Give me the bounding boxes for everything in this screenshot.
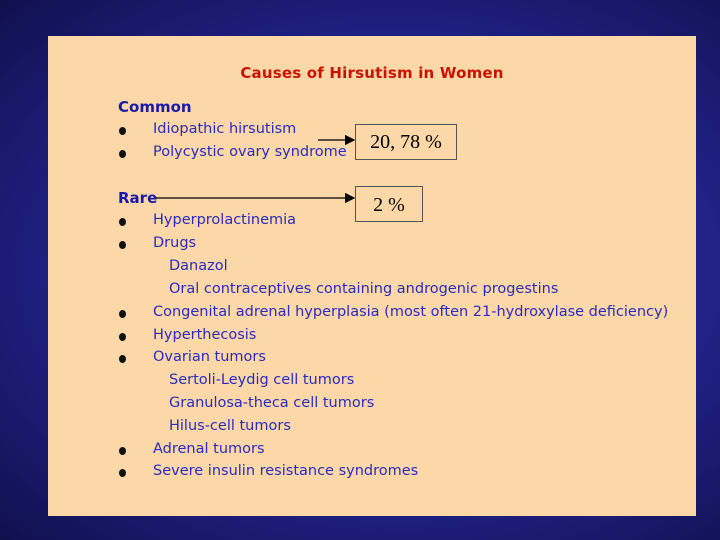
rare-item-ovarian-tumors: Ovarian tumors bbox=[153, 349, 266, 365]
rare-subitem-sertoli-leydig: Sertoli-Leydig cell tumors bbox=[169, 372, 355, 388]
rare-item-hyperthecosis: Hyperthecosis bbox=[153, 327, 257, 343]
rare-percent-box: 2 % bbox=[355, 186, 423, 222]
slide bbox=[48, 36, 696, 516]
rare-subitem-danazol: Danazol bbox=[169, 258, 228, 274]
rare-subitem-hilus-cell: Hilus-cell tumors bbox=[169, 418, 291, 434]
rare-item-cah: Congenital adrenal hyperplasia (most often 21-hydroxylase deficiency) bbox=[153, 304, 669, 320]
rare-heading: Rare bbox=[118, 189, 158, 207]
rare-item-insulin-resistance: Severe insulin resistance syndromes bbox=[153, 463, 419, 479]
common-heading: Common bbox=[118, 98, 192, 116]
common-item-pcos: Polycystic ovary syndrome bbox=[153, 144, 347, 160]
rare-subitem-oral-contraceptives: Oral contraceptives containing androgenic progestins bbox=[169, 281, 559, 297]
slide-title: Causes of Hirsutism in Women bbox=[240, 64, 504, 82]
common-percent-box: 20, 78 % bbox=[355, 124, 457, 160]
rare-item-adrenal-tumors: Adrenal tumors bbox=[153, 441, 265, 457]
rare-item-hyperprolactinemia: Hyperprolactinemia bbox=[153, 212, 297, 228]
rare-subitem-granulosa-theca: Granulosa-theca cell tumors bbox=[169, 395, 375, 411]
rare-item-drugs: Drugs bbox=[153, 235, 197, 251]
common-item-idiopathic: Idiopathic hirsutism bbox=[153, 121, 297, 137]
arrows bbox=[48, 36, 696, 516]
